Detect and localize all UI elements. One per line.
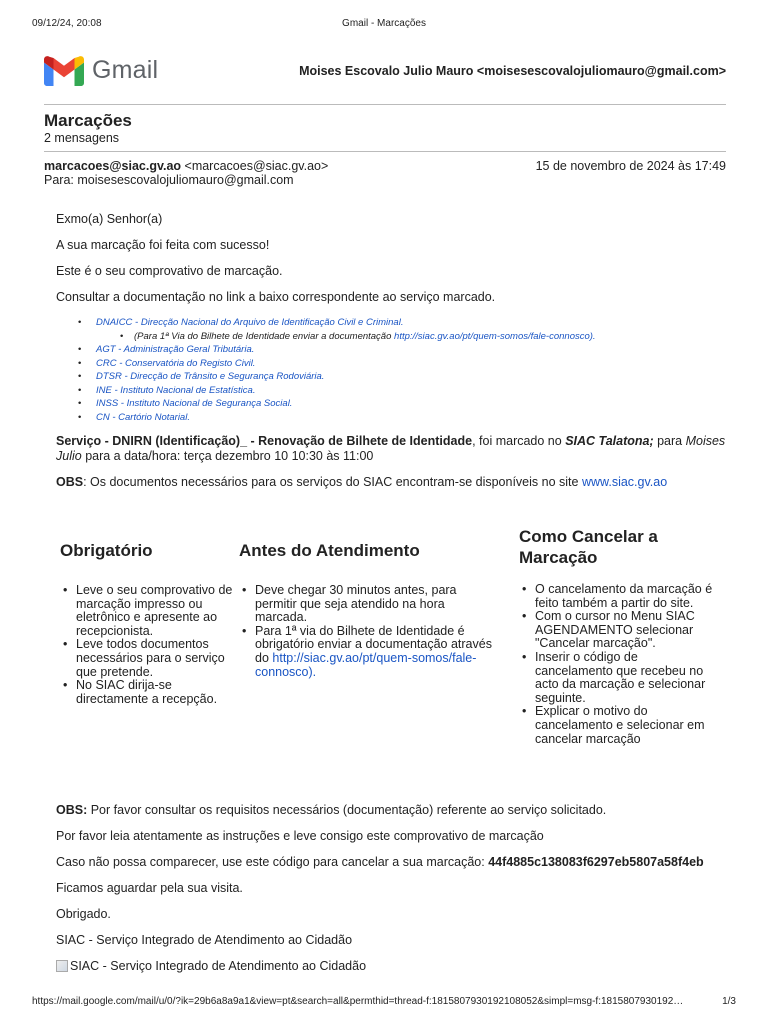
gmail-header [44, 52, 726, 88]
service-name: Serviço - DNIRN (Identificação)_ - Renovação de Bilhete de Identidade [56, 434, 473, 448]
list-item: • Com o cursor no Menu SIAC AGENDAMENTO selecionar "Cancelar marcação". [519, 610, 719, 651]
list-item[interactable] [56, 397, 736, 411]
link-fale-connosco-2[interactable]: http://siac.gv.ao/pt/quem-somos/fale-connosco). [255, 650, 477, 679]
list-item: • Leve o seu comprovativo de marcação impresso ou eletrônico e apresente ao recepcionista. [60, 584, 240, 638]
link-inss[interactable]: INSS - Instituto Nacional de Segurança Social. [96, 398, 293, 409]
column-obrigatorio [60, 526, 240, 706]
cancel-code-line [56, 855, 736, 870]
column-antes [239, 526, 499, 679]
link-agt[interactable]: AGT - Administração Geral Tributária. [96, 344, 255, 355]
gmail-wordmark: Gmail [92, 56, 159, 84]
list-item[interactable] [56, 370, 736, 384]
list-item: • No SIAC dirija-se directamente a recepção. [60, 679, 240, 706]
siac-signature: SIAC - Serviço Integrado de Atendimento ao Cidadão [56, 933, 353, 947]
info-columns [56, 526, 728, 786]
sender-name: marcacoes@siac.gv.ao [44, 159, 182, 173]
account-name: Moises Escovalo Julio Mauro <moisesescovalojuliomauro@gmail.com> [299, 64, 726, 78]
message-closing [56, 803, 736, 985]
greeting: Exmo(a) Senhor(a) [56, 212, 163, 226]
list-item [239, 625, 499, 679]
print-url: https://mail.google.com/mail/u/0/?ik=29b6a8a9a1&view=pt&search=all&permthid=thread-f:1815807930192108052&simpl=msg-f:1815807930192… [32, 996, 684, 1007]
list-item [56, 330, 736, 344]
link-cn[interactable]: CN - Cartório Notarial. [96, 411, 190, 423]
service-location: SIAC Talatona; [565, 434, 654, 448]
link-crc[interactable]: CRC - Conservatória do Registo Civil. [96, 357, 256, 369]
column-title: Obrigatório [60, 541, 153, 560]
await-line: Ficamos aguardar pela sua visita. [56, 881, 243, 895]
list-item: • Explicar o motivo do cancelamento e selecionar em cancelar marcação [519, 705, 719, 746]
obs-requirements [56, 803, 736, 818]
link-dnaicc[interactable]: DNAICC - Direcção Nacional do Arquivo de Identificação Civil e Criminal. [96, 317, 404, 328]
print-datetime: 09/12/24, 20:08 [32, 18, 102, 29]
service-datetime: para a data/hora: terça dezembro 10 10:30 às 11:00 [81, 449, 374, 463]
service-links-list [56, 316, 736, 424]
message-sender [44, 159, 328, 173]
cancel-code-text: Caso não possa comparecer, use este código para cancelar a sua marcação: [56, 855, 489, 869]
message-date: 15 de novembro de 2024 às 17:49 [535, 159, 726, 173]
list-item: • O cancelamento da marcação é feito também a partir do site. [519, 583, 719, 610]
siac-image-alt: SIAC - Serviço Integrado de Atendimento ao Cidadão [70, 959, 367, 973]
list-item: • Leve todos documentos necessários para o serviço que pretende. [60, 638, 240, 679]
gmail-logo [44, 54, 168, 86]
obs-text: : Os documentos necessários para os serviços do SIAC encontram-se disponíveis no site [83, 475, 582, 489]
print-title: Gmail - Marcações [342, 18, 426, 29]
thanks-line: Obrigado. [56, 907, 111, 921]
link-siac-site[interactable]: www.siac.gv.ao [581, 475, 668, 489]
success-line: A sua marcação foi feita com sucesso! [56, 238, 270, 252]
obs-label: OBS: [56, 803, 88, 817]
thread-divider [44, 151, 726, 152]
obs-requirements-text: Por favor consultar os requisitos necessários (documentação) referente ao serviço solicitado. [87, 803, 607, 817]
antes-item2-text: Para 1ª via do Bilhete de Identidade é obrigatório enviar a documentação através do [255, 623, 492, 665]
obs-label: OBS [56, 475, 84, 489]
print-header [32, 18, 736, 32]
list-item: • Deve chegar 30 minutos antes, para permitir que seja atendido na hora marcada. [239, 584, 499, 625]
service-para: para [653, 434, 686, 448]
service-person: Moises Julio [56, 434, 726, 463]
cancelar-list [519, 583, 719, 746]
page-number: 1/3 [722, 996, 736, 1007]
column-title: Como Cancelar a Marcação [519, 527, 658, 567]
antes-list [239, 584, 499, 679]
sub-note: (Para 1ª Via do Bilhete de Identidade enviar a documentação [134, 330, 395, 342]
gmail-m-icon [44, 56, 84, 86]
broken-image-icon [56, 960, 68, 972]
sender-address: <marcacoes@siac.gv.ao> [181, 159, 329, 173]
obrigatorio-list [60, 584, 240, 706]
message-body [56, 212, 736, 501]
list-item[interactable] [56, 411, 736, 425]
obs-documents [56, 475, 736, 490]
list-item[interactable] [56, 357, 736, 371]
column-cancelar [519, 526, 719, 746]
thread-subject: Marcações [44, 111, 132, 130]
consult-line: Consultar a documentação no link a baixo correspondente ao serviço marcado. [56, 290, 496, 304]
siac-image [56, 959, 736, 974]
column-title: Antes do Atendimento [239, 541, 420, 560]
cancel-code: 44f4885c138083f6297eb5807a58f4eb [488, 855, 704, 869]
list-item[interactable] [56, 384, 736, 398]
list-item[interactable] [56, 343, 736, 357]
link-fale-connosco[interactable]: http://siac.gv.ao/pt/quem-somos/fale-connosco). [394, 330, 596, 342]
header-divider [44, 104, 726, 105]
receipt-line: Este é o seu comprovativo de marcação. [56, 264, 283, 278]
instructions-line: Por favor leia atentamente as instruções e leve consigo este comprovativo de marcação [56, 829, 544, 843]
message-recipient: Para: moisesescovalojuliomauro@gmail.com [44, 173, 294, 187]
link-ine[interactable]: INE - Instituto Nacional de Estatística. [96, 384, 256, 396]
list-item: • Inserir o código de cancelamento que recebeu no acto da marcação e selecionar seguinte. [519, 651, 719, 705]
link-dtsr[interactable]: DTSR - Direcção de Trânsito e Segurança Rodoviária. [96, 371, 325, 382]
service-booking [56, 434, 736, 464]
list-item[interactable] [56, 316, 736, 330]
service-mid: , foi marcado no [472, 434, 566, 448]
message-count: 2 mensagens [44, 131, 120, 145]
